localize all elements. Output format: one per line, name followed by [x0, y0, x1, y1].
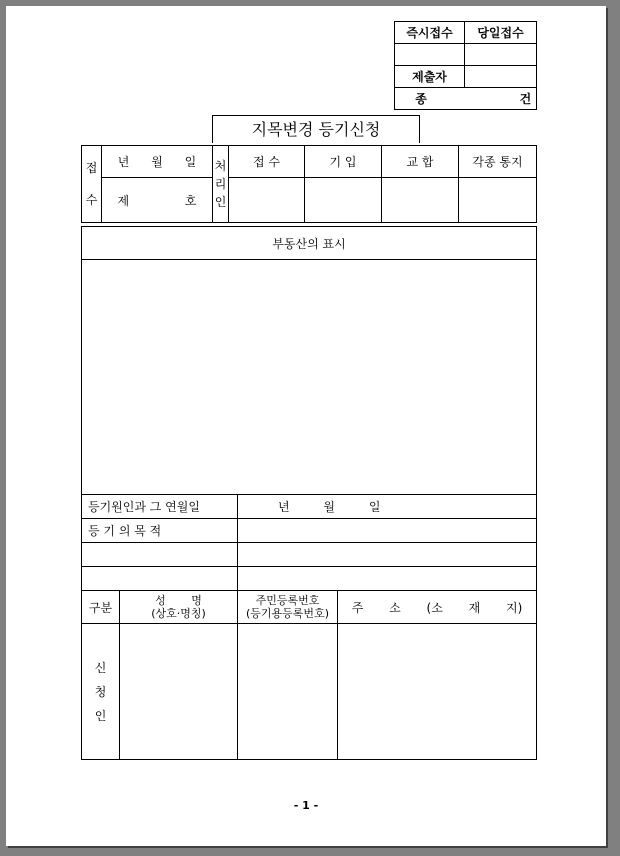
applicant-name-header-line1: 성 명 — [155, 594, 202, 607]
extra-value-2[interactable] — [238, 567, 537, 591]
processor-char-1: 처 — [214, 159, 227, 173]
applicant-id-header-line1: 주민등록번호 — [255, 594, 320, 607]
main-form-table — [81, 226, 537, 760]
document-page — [6, 6, 606, 846]
reception-date-cell[interactable]: 년 월 일 — [102, 146, 213, 178]
extra-label-2 — [82, 567, 238, 591]
page-title: 지목변경 등기신청 — [212, 115, 420, 143]
receipt-status-box — [394, 21, 537, 110]
applicant-id-header-line2: (등기용등록번호) — [246, 607, 329, 620]
applicant-side-char-2: 청 — [94, 684, 107, 699]
collation-sign-cell[interactable] — [382, 178, 459, 223]
applicant-name-header-line2: (상호·명칭) — [151, 607, 206, 620]
total-label-geon: 건 — [519, 92, 532, 106]
reception-sign-cell[interactable] — [229, 178, 305, 223]
applicant-id-cell[interactable] — [238, 624, 338, 760]
entry-sign-cell[interactable] — [305, 178, 382, 223]
processor-char-3: 인 — [214, 195, 227, 209]
processor-char-2: 리 — [214, 177, 227, 191]
reception-table — [81, 145, 537, 223]
submitter-label: 제출자 — [395, 66, 465, 88]
applicant-name-cell[interactable] — [120, 624, 238, 760]
col-entry-label: 기 입 — [305, 146, 382, 178]
notice-sign-cell[interactable] — [459, 178, 537, 223]
applicant-side-char-1: 신 — [94, 660, 107, 675]
cause-date-label: 등기원인과 그 연월일 — [82, 495, 238, 519]
col-collation-label: 교 합 — [382, 146, 459, 178]
applicant-side-label — [82, 624, 120, 760]
extra-value-1[interactable] — [238, 543, 537, 567]
col-reception-label: 접 수 — [229, 146, 305, 178]
applicant-address-header: 주 소 (소 재 지) — [338, 591, 537, 624]
immediate-receipt-label: 즉시접수 — [395, 22, 465, 44]
reception-number-cell[interactable]: 제 호 — [102, 178, 213, 223]
same-day-receipt-label: 당일접수 — [465, 22, 537, 44]
applicant-address-cell[interactable] — [338, 624, 537, 760]
col-notice-label: 각종 통지 — [459, 146, 537, 178]
purpose-label: 등 기 의 목 적 — [82, 519, 238, 543]
extra-label-1 — [82, 543, 238, 567]
same-day-receipt-cell[interactable] — [465, 44, 537, 66]
total-label-jong: 종 — [415, 92, 427, 106]
immediate-receipt-cell[interactable] — [395, 44, 465, 66]
submitter-cell[interactable] — [465, 66, 537, 88]
property-description-area[interactable] — [82, 260, 537, 495]
applicant-id-header — [238, 591, 338, 624]
applicant-side-char-3: 인 — [94, 708, 107, 723]
total-count-cell — [395, 88, 537, 110]
processor-label — [213, 146, 229, 223]
reception-side-label — [82, 146, 102, 223]
purpose-value[interactable] — [238, 519, 537, 543]
reception-side-char-1: 접 — [85, 161, 98, 175]
page-number: - 1 - — [293, 799, 319, 812]
applicant-name-header — [120, 591, 238, 624]
reception-side-char-2: 수 — [85, 193, 98, 207]
cause-date-value[interactable]: 년 월 일 — [238, 495, 537, 519]
applicant-kind-header: 구분 — [82, 591, 120, 624]
property-header: 부동산의 표시 — [82, 227, 537, 260]
